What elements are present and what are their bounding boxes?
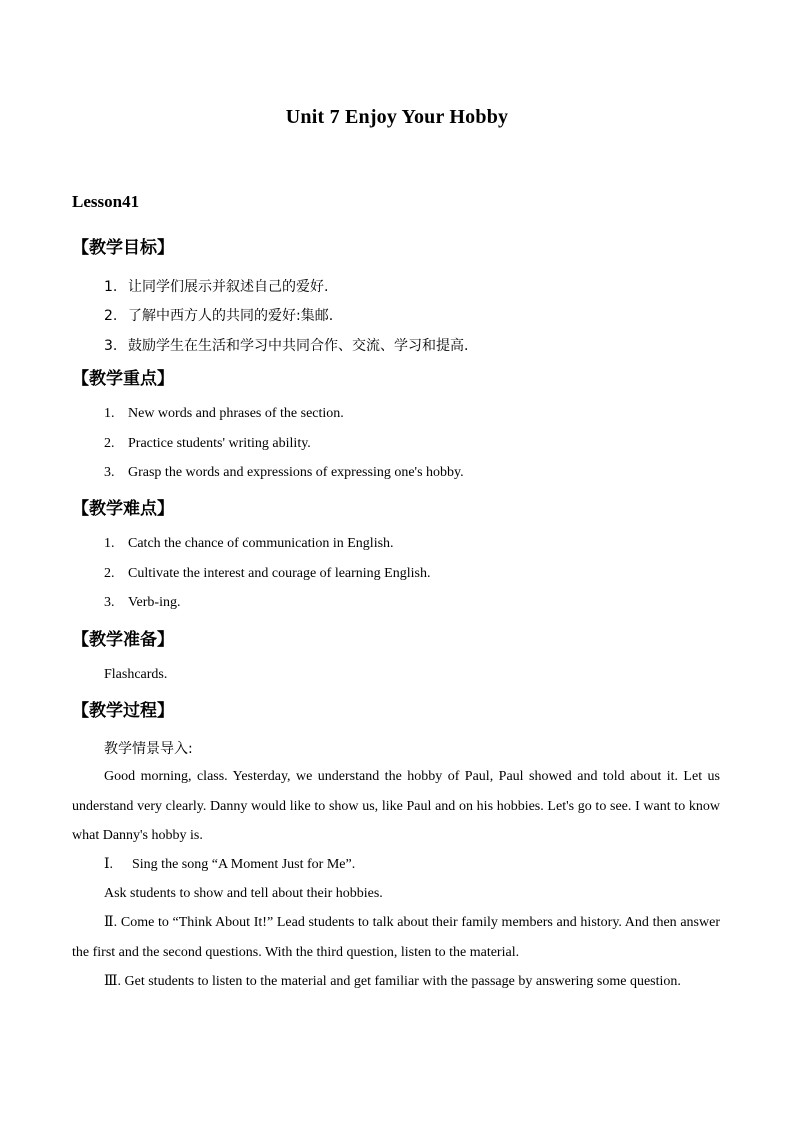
list-item-number: 3. [104,465,115,480]
list-item-text: 让同学们展示并叙述自己的爱好. [128,279,329,295]
intro-paragraph: Good morning, class. Yesterday, we understand the hobby of Paul, Paul showed and told about it. Let us understand very clearly. Danny would like to show us, like Paul and on his hobbies. Let's go to see. I want to know what Danny's hobby is. [72,769,720,843]
list-item [104,566,430,582]
list-item-number: 1. [104,406,115,421]
lesson-label: Lesson41 [72,192,140,211]
step-one-followup: Ask students to show and tell about their hobbies. [104,886,383,901]
list-item-text: Practice students' writing ability. [128,436,311,451]
list-item [104,276,328,296]
list-item-text: Catch the chance of communication in English. [128,536,394,551]
step-three [72,967,720,997]
list-item [104,536,394,552]
list-item-number: 3. [104,595,115,610]
list-item-number: 2. [104,566,115,581]
step-numeral: Ⅱ. [104,915,118,930]
document-title: Unit 7 Enjoy Your Hobby [285,106,509,128]
section-heading-objectives: 【教学目标】 [72,238,174,258]
list-item [104,305,333,325]
list-item-text: Grasp the words and expressions of expressing one's hobby. [128,465,464,480]
section-heading-difficulties: 【教学难点】 [72,499,174,519]
list-item-number: 1. [104,536,115,551]
list-item-number: 1. [104,279,118,295]
step-text: Sing the song “A Moment Just for Me”. [132,857,356,872]
step-text: Get students to listen to the material and get familiar with the passage by answering some question. [124,974,681,989]
list-item-text: Verb-ing. [128,595,181,610]
preparation-text: Flashcards. [104,667,168,682]
list-item-number: 2. [104,308,118,324]
intro-label: 教学情景导入: [104,741,193,757]
list-item [104,595,181,611]
list-item-text: 鼓励学生在生活和学习中共同合作、交流、学习和提高. [128,338,469,354]
list-item [104,436,311,452]
step-numeral: Ⅲ. [104,974,122,989]
section-heading-process: 【教学过程】 [72,701,174,721]
list-item [104,465,464,481]
section-heading-preparation: 【教学准备】 [72,630,174,650]
step-one [104,856,355,873]
list-item [104,406,344,422]
list-item-text: 了解中西方人的共同的爱好:集邮. [128,308,334,324]
section-heading-key-points: 【教学重点】 [72,369,174,389]
list-item-number: 2. [104,436,115,451]
list-item-text: New words and phrases of the section. [128,406,344,421]
step-text: Come to “Think About It!” Lead students to talk about their family members and history. And then answer the first and the second questions. With the third question, listen to the material. [72,915,720,960]
step-two [72,908,720,967]
list-item-number: 3. [104,338,118,354]
step-numeral: Ⅰ. [104,857,114,872]
list-item-text: Cultivate the interest and courage of learning English. [128,566,431,581]
list-item [104,335,468,355]
